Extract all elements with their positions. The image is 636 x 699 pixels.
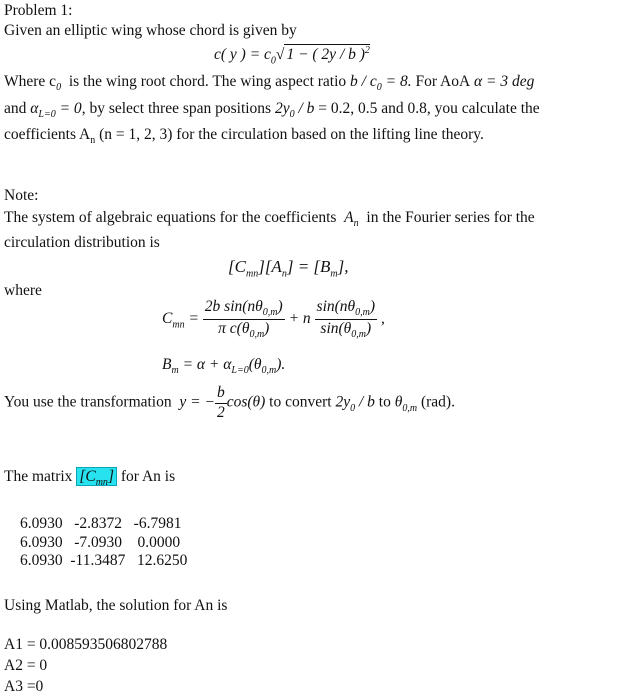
where-label: where	[4, 282, 42, 299]
matrix-values	[20, 515, 187, 571]
solution-a1: A1 = 0.008593506802788	[4, 636, 168, 653]
problem-intro: Given an elliptic wing whose chord is given by	[4, 22, 297, 39]
solution-a3: A3 =0	[4, 678, 44, 695]
note-title: Note:	[4, 187, 39, 204]
note-line-2: circulation distribution is	[4, 234, 160, 251]
problem-title: Problem 1:	[4, 2, 73, 19]
cmn-fraction-2: $\frac{\sin(n\theta_{0,m})}{\sin(\theta_{0,m})}$	[316, 298, 376, 341]
problem-line-3: and $\alpha_{L=0} = 0$, by select three span positions $2y_0 / b = 0.2$, 0.5 and 0.8, you calculate the	[4, 100, 540, 121]
cmn-fraction-1: $\frac{2b \sin(n\theta_{0,m})}{\pi c(\theta_{0,m})}$	[204, 298, 283, 341]
problem-line-4: coefficients $A_n$ (n = 1, 2, 3) for the circulation based on the lifting line theory.	[4, 126, 484, 147]
bm-equation: $B_m = \alpha + \alpha_{L=0}(\theta_{0,m})$.	[162, 356, 286, 377]
transform-line: You use the transformation y = − $\frac{b}{2}$ cos(θ) to convert $2y_0$ / b to $\theta_{0,m}$ (rad).	[4, 384, 455, 421]
transform-fraction: $\frac{b}{2}$	[216, 384, 225, 421]
note-line-1: The system of algebraic equations for the coefficients $A_n$ in the Fourier series for the	[4, 209, 535, 230]
cmn-equation: $C_{mn}$ = $\frac{2b \sin(n\theta_{0,m})}{\pi c(\theta_{0,m})}$ + n $\frac{\sin(n\theta_{0,m})}{\sin(\theta_{0,m})}$ ,	[162, 298, 385, 341]
matrix-row: 6.0930 -11.3487 12.6250	[20, 552, 188, 570]
solution-label: Using Matlab, the solution for An is	[4, 597, 228, 614]
system-equation: $[C_{mn}][A_n] = [B_m]$,	[228, 257, 349, 280]
matrix-row: 6.0930 -7.0930 0.0000	[20, 533, 181, 551]
problem-line-2: Where $c_0$ is the wing root chord. The wing aspect ratio $b / c_0 = 8$. For AoA α = 3 deg	[4, 73, 535, 94]
solution-a2: A2 = 0	[4, 657, 48, 674]
cmn-highlight: $[C_{mn}]$	[76, 467, 117, 486]
chord-equation: c( y ) = $c_0√$ 1 − ( 2y / b )$^2$	[214, 45, 370, 67]
matrix-row: 6.0930 -2.8372 -6.7981	[20, 515, 182, 532]
matrix-label: The matrix $[C_{mn}]$ for An is	[4, 468, 176, 489]
